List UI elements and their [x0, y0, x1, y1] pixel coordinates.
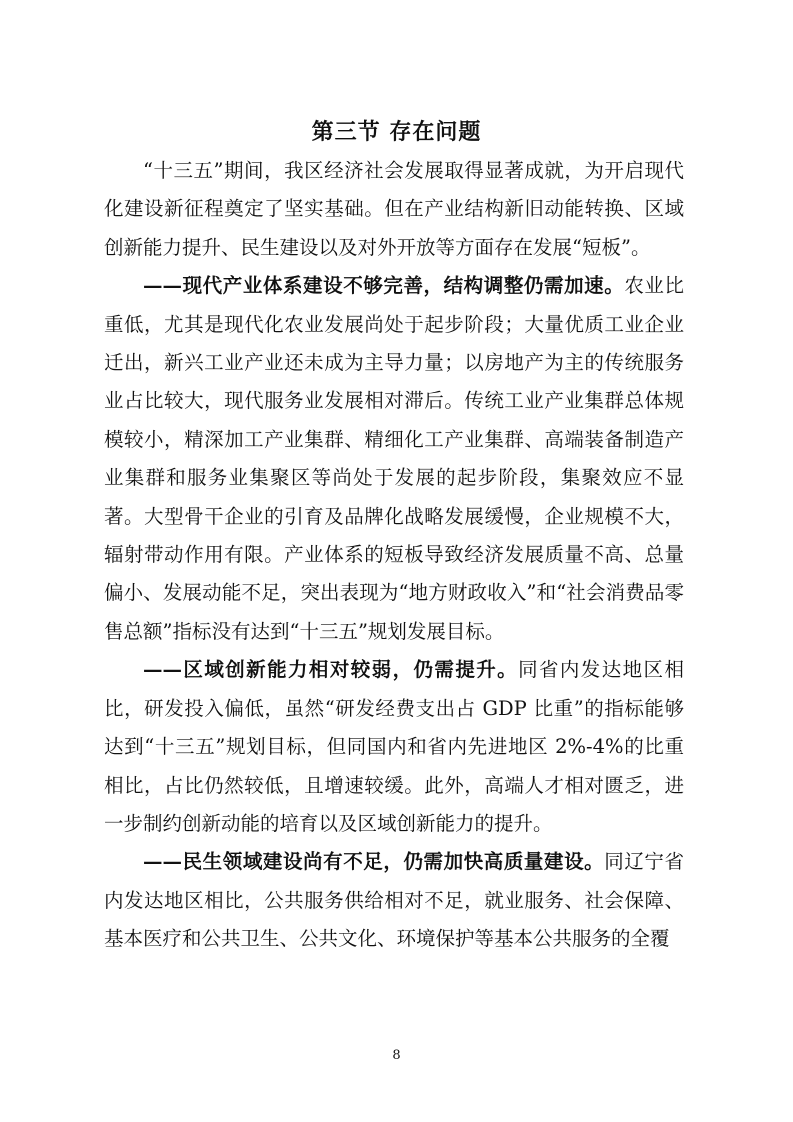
paragraph-lead-heading: ——区域创新能力相对较弱，仍需提升。 [143, 658, 519, 682]
paragraph-text: 同辽宁省内发达地区相比，公共服务供给相对不足，就业服务、社会保障、基本医疗和公共卫生、公共文化、环境保护等基本公共服务的全覆 [104, 850, 684, 951]
innovation-paragraph [104, 651, 684, 843]
livelihood-paragraph [104, 843, 684, 958]
paragraph-text: 农业比重低，尤其是现代化农业发展尚处于起步阶段；大量优质工业企业迁出，新兴工业产业还未成为主导力量；以房地产为主的传统服务业占比较大，现代服务业发展相对滞后。传统工业产业集群总体规模较小，精深加工产业集群、精细化工产业集群、高端装备制造产业集群和服务业集聚区等尚处于发展的起步阶段，集聚效应不显著。大型骨干企业的引育及品牌化战略发展缓慢，企业规模不大，辐射带动作用有限。产业体系的短板导致经济发展质量不高、总量偏小、发展动能不足，突出表现为“地方财政收入”和“社会消费品零售总额”指标没有达到“十三五”规划发展目标。 [104, 274, 684, 643]
paragraph-lead-heading: ——民生领域建设尚有不足，仍需加快高质量建设。 [143, 850, 605, 874]
paragraph-text: 同省内发达地区相比，研发投入偏低，虽然“研发经费支出占 GDP 比重”的指标能够达到“十三五”规划目标，但同国内和省内先进地区 2%-4%的比重相比，占比仍然较低，且增速较缓。此外，高端人才相对匮乏，进一步制约创新动能的培育以及区域创新能力的提升。 [104, 658, 684, 835]
intro-paragraph [104, 152, 684, 267]
paragraph-lead-heading: ——现代产业体系建设不够完善，结构调整仍需加速。 [143, 274, 625, 298]
document-body [104, 152, 684, 959]
industry-system-paragraph [104, 267, 684, 651]
paragraph-text: “十三五”期间，我区经济社会发展取得显著成就，为开启现代化建设新征程奠定了坚实基础。但在产业结构新旧动能转换、区域创新能力提升、民生建设以及对外开放等方面存在发展“短板”。 [104, 159, 684, 259]
section-title: 第三节 存在问题 [311, 118, 482, 145]
page-number: 8 [392, 1048, 401, 1063]
